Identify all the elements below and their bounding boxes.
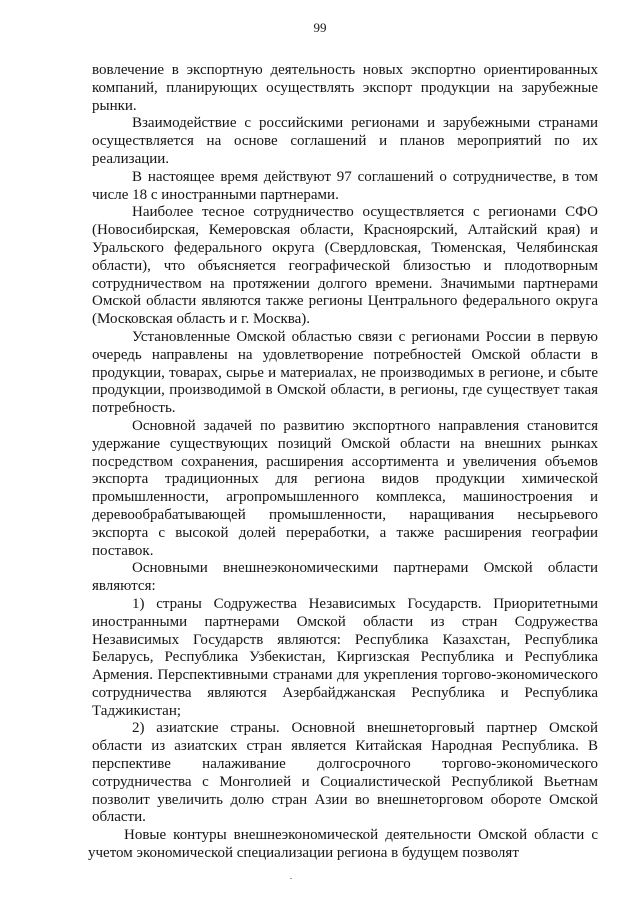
paragraph-agreements-count: В настоящее время действуют 97 соглашений о сотрудничестве, в том числе 18 с иностранными партнерами. <box>92 168 598 203</box>
list-item-asian-countries: 2) азиатские страны. Основной внешнеторговый партнер Омской области из азиатских стран является Китайская Народная Республика. В перспективе налаживание долгосрочного торгово-экономического сотрудничества с Монголией и Социалистической Республикой Вьетнам позволит увеличить долю стран Азии во внешнеторговом обороте Омской области. <box>92 720 598 826</box>
paragraph-main-partners-intro: Основными внешнеэкономическими партнерами Омской области являются: <box>92 560 598 595</box>
body-text <box>88 62 598 863</box>
paragraph-regional-interaction: Взаимодействие с российскими регионами и зарубежными странами осуществляется на основе соглашений и планов мероприятий по их реализации. <box>92 115 598 167</box>
scan-speck <box>290 878 292 879</box>
paragraph-export-main-task: Основной задачей по развитию экспортного направления становится удержание существующих позиций Омской области на внешних рынках посредством сохранения, расширения ассортимента и увеличения объемов экспорта традиционных для региона видов продукции химической промышленности, агропромышленного комплекса, машиностроения и деревообрабатывающей промышленности, наращивания несырьевого экспорта с высокой долей переработки, а также расширения географии поставок. <box>92 417 598 559</box>
paragraph-close-cooperation: Наиболее тесное сотрудничество осуществляется с регионами СФО (Новосибирская, Кемеровская области, Красноярский, Алтайский края) и Уральского федерального округа (Свердловская, Тюменская, Челябинская области), что объясняется географической близостью и плодотворным сотрудничеством на протяжении долгого времени. Значимыми партнерами Омской области являются также регионы Центрального федерального округа (Московская область и г. Москва). <box>92 204 598 328</box>
page-number: 99 <box>313 20 327 35</box>
paragraph-new-contours: Новые контуры внешнеэкономической деятельности Омской области с учетом экономической специализации региона в будущем позволят <box>88 827 598 862</box>
paragraph-export-involvement: вовлечение в экспортную деятельность новых экспортно ориентированных компаний, планирующих осуществлять экспорт продукции на зарубежные рынки. <box>92 62 598 114</box>
list-item-cis-countries: 1) страны Содружества Независимых Государств. Приоритетными иностранными партнерами Омской области из стран Содружества Независимых Государств являются: Республика Казахстан, Республика Беларусь, Республика Узбекистан, Киргизская Республика и Республика Армения. Перспективными странами для укрепления торгово-экономического сотрудничества являются Азербайджанская Республика и Республика Таджикистан; <box>92 595 598 719</box>
paragraph-russian-regions-ties: Установленные Омской областью связи с регионами России в первую очередь направлены на удовлетворение потребностей Омской области в продукции, товарах, сырье и материалах, не производимых в регионе, и сбыте продукции, производимой в Омской области, в регионы, где существует такая потребность. <box>92 328 598 417</box>
